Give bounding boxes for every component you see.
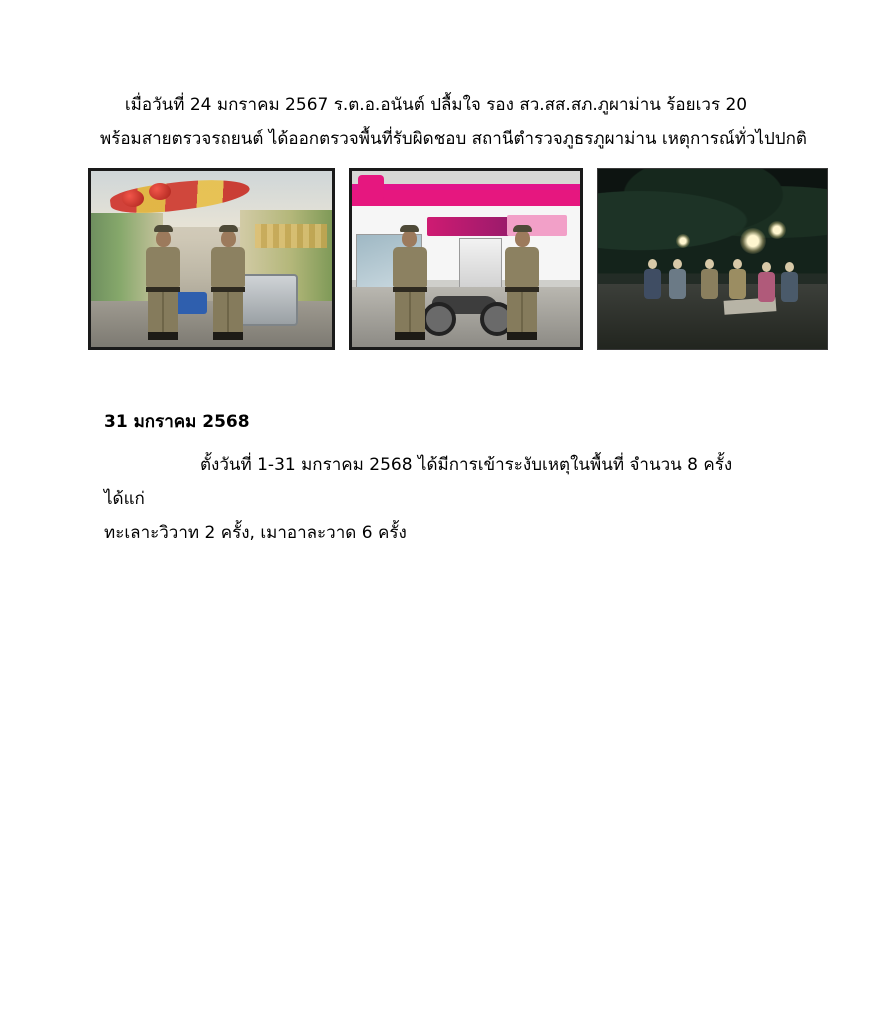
bystander-figure — [644, 259, 661, 299]
top-paragraph-line-2: พร้อมสายตรวจรถยนต์ ได้ออกตรวจพื้นที่รับผิดชอบ สถานีตำรวจภูธรภูผาม่าน เหตุการณ์ทั่วไปปกติ — [100, 129, 807, 149]
officer-cap — [154, 225, 173, 232]
bystander-figure — [758, 262, 775, 302]
police-officer-figure — [211, 225, 245, 340]
lantern-icon — [149, 183, 171, 200]
officer-head — [515, 230, 530, 247]
person-head — [785, 262, 794, 272]
person-head — [673, 259, 682, 269]
police-officer-figure — [393, 225, 427, 340]
photo-store-scene — [91, 171, 332, 347]
person-body — [758, 272, 775, 302]
body-paragraph-line-1: ตั้งวันที่ 1-31 มกราคม 2568 ได้มีการเข้าระงับเหตุในพื้นที่ จำนวน 8 ครั้ง ได้แก่ — [104, 455, 733, 509]
officer-boots — [507, 332, 537, 340]
person-body — [781, 272, 798, 302]
top-paragraph — [100, 88, 807, 156]
motorcycle — [420, 284, 516, 336]
bank-logo-icon — [358, 175, 384, 201]
top-paragraph-line-1: เมื่อวันที่ 24 มกราคม 2567 ร.ต.อ.อนันต์ ปลื้มใจ รอง สว.สส.สภ.ภูผาม่าน ร้อยเวร 20 — [124, 95, 748, 115]
photo-night-patrol — [597, 168, 828, 350]
photo-row — [88, 168, 828, 350]
photo-store-interior — [88, 168, 335, 350]
body-paragraph — [104, 448, 772, 550]
person-head — [733, 259, 742, 269]
officer-legs — [148, 292, 178, 332]
officer-cap — [400, 225, 419, 232]
person-body — [644, 269, 661, 299]
officer-head — [156, 230, 171, 247]
body-paragraph-line-2: ทะเลาะวิวาท 2 ครั้ง, เมาอาละวาด 6 ครั้ง — [104, 523, 407, 543]
officer-boots — [213, 332, 243, 340]
night-trees — [598, 169, 827, 255]
photo-bank-scene — [352, 171, 581, 347]
person-body — [729, 269, 746, 299]
light-glow-icon — [768, 221, 786, 239]
person-head — [705, 259, 714, 269]
person-body — [701, 269, 718, 299]
officer-torso — [211, 247, 245, 287]
officer-cap — [219, 225, 238, 232]
officer-head — [402, 230, 417, 247]
light-glow-icon — [676, 234, 690, 248]
person-body — [669, 269, 686, 299]
police-officer-figure — [701, 259, 718, 299]
motorcycle-wheel — [422, 302, 456, 336]
section-heading-date: 31 มกราคม 2568 — [104, 412, 250, 432]
police-officer-figure — [146, 225, 180, 340]
photo-bank-atm — [349, 168, 584, 350]
officer-torso — [146, 247, 180, 287]
officer-boots — [395, 332, 425, 340]
officer-torso — [505, 247, 539, 287]
officer-torso — [393, 247, 427, 287]
police-officer-figure — [505, 225, 539, 340]
officer-boots — [148, 332, 178, 340]
officer-cap — [513, 225, 532, 232]
person-head — [762, 262, 771, 272]
bystander-figure — [669, 259, 686, 299]
officer-legs — [395, 292, 425, 332]
bank-pink-band — [352, 190, 581, 206]
officer-head — [221, 230, 236, 247]
police-officer-figure — [729, 259, 746, 299]
person-head — [648, 259, 657, 269]
officer-legs — [507, 292, 537, 332]
officer-legs — [213, 292, 243, 332]
photo-night-scene — [598, 169, 827, 349]
bystander-figure — [781, 262, 798, 302]
store-shelf-products — [255, 224, 327, 249]
